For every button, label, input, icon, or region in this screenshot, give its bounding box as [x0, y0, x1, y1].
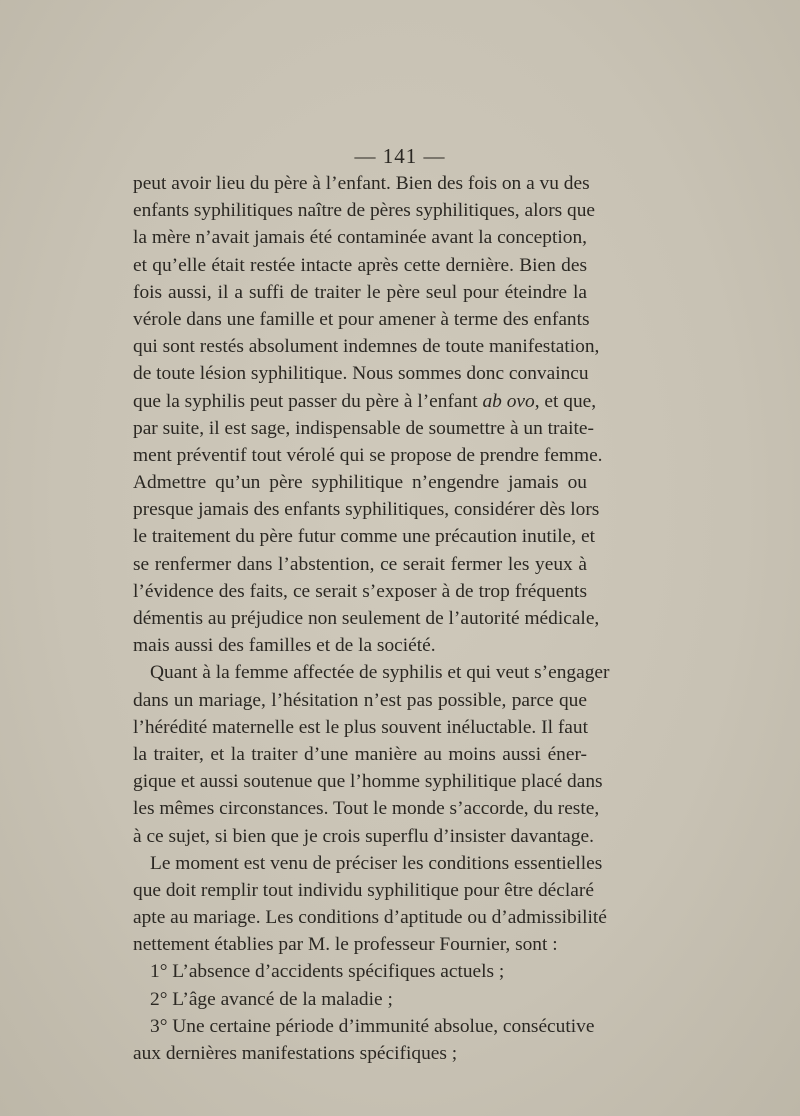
text-line: gique et aussi soutenue que l’homme syphilitique placé dans: [133, 771, 603, 793]
paragraph: [133, 170, 603, 659]
text-line: 3° Une certaine période d’immunité absolue, consécutive: [150, 1015, 595, 1037]
text-line: vérole dans une famille et pour amener à terme des enfants: [133, 308, 590, 330]
text-line: les mêmes circonstances. Tout le monde s’accorde, du reste,: [133, 798, 600, 820]
text-line: que doit remplir tout individu syphilitique pour être déclaré: [133, 879, 594, 901]
text-line: à ce sujet, si bien que je crois superflu d’insister davantage.: [133, 825, 594, 847]
text-line: qui sont restés absolument indemnes de toute manifestation,: [133, 336, 600, 358]
text-line: se renfermer dans l’abstention, ce serait fermer les yeux à: [133, 553, 587, 575]
paragraph: [133, 850, 607, 959]
text-line: 1° L’absence d’accidents spécifiques actuels ;: [150, 961, 505, 983]
text-line: 2° L’âge avancé de la maladie ;: [150, 988, 393, 1010]
text-line: de toute lésion syphilitique. Nous sommes donc convaincu: [133, 363, 589, 385]
paragraph: [133, 1013, 595, 1067]
text-line: par suite, il est sage, indispensable de soumettre à un traite-: [133, 417, 594, 439]
text-line: le traitement du père futur comme une précaution inutile, et: [133, 526, 595, 548]
text-line: nettement établies par M. le professeur Fournier, sont :: [133, 934, 558, 956]
text-line: Quant à la femme affectée de syphilis et qui veut s’engager: [150, 662, 610, 684]
paragraph: [133, 986, 587, 1013]
text-line: mais aussi des familles et de la société.: [133, 635, 436, 657]
text-line: l’évidence des faits, ce serait s’exposer à de trop fréquents: [133, 580, 587, 602]
text-line: fois aussi, il a suffi de traiter le père seul pour éteindre la: [133, 281, 587, 303]
text-line: peut avoir lieu du père à l’enfant. Bien des fois on a vu des: [133, 173, 590, 194]
text-line: la mère n’avait jamais été contaminée avant la conception,: [133, 227, 587, 249]
text-line: enfants syphilitiques naître de pères syphilitiques, alors que: [133, 200, 596, 222]
text-line: que la syphilis peut passer du père à l’enfant ab ovo, et que,: [133, 390, 597, 412]
text-line: Le moment est venu de préciser les conditions essentielles: [150, 852, 603, 874]
text-line: dans un mariage, l’hésitation n’est pas possible, parce que: [133, 689, 587, 711]
text-line: aux dernières manifestations spécifiques ;: [133, 1043, 458, 1064]
text-line: et qu’elle était restée intacte après cette dernière. Bien des: [133, 254, 587, 276]
page-number: — 141 —: [354, 144, 446, 168]
text-line: presque jamais des enfants syphilitiques, considérer dès lors: [133, 499, 600, 521]
text-line: l’hérédité maternelle est le plus souvent inéluctable. Il faut: [133, 716, 588, 738]
text-line: Admettre qu’un père syphilitique n’engendre jamais ou: [133, 472, 587, 494]
paragraph: [133, 659, 610, 849]
text-line: ment préventif tout vérolé qui se propose de prendre femme.: [133, 444, 603, 466]
paragraph: [133, 958, 587, 985]
text-line: la traiter, et la traiter d’une manière au moins aussi éner-: [133, 743, 587, 765]
italic-phrase: ab ovo: [482, 390, 535, 412]
text-line: démentis au préjudice non seulement de l’autorité médicale,: [133, 608, 600, 629]
body-text: [133, 170, 610, 1067]
text-line: apte au mariage. Les conditions d’aptitude ou d’admissibilité: [133, 907, 607, 929]
